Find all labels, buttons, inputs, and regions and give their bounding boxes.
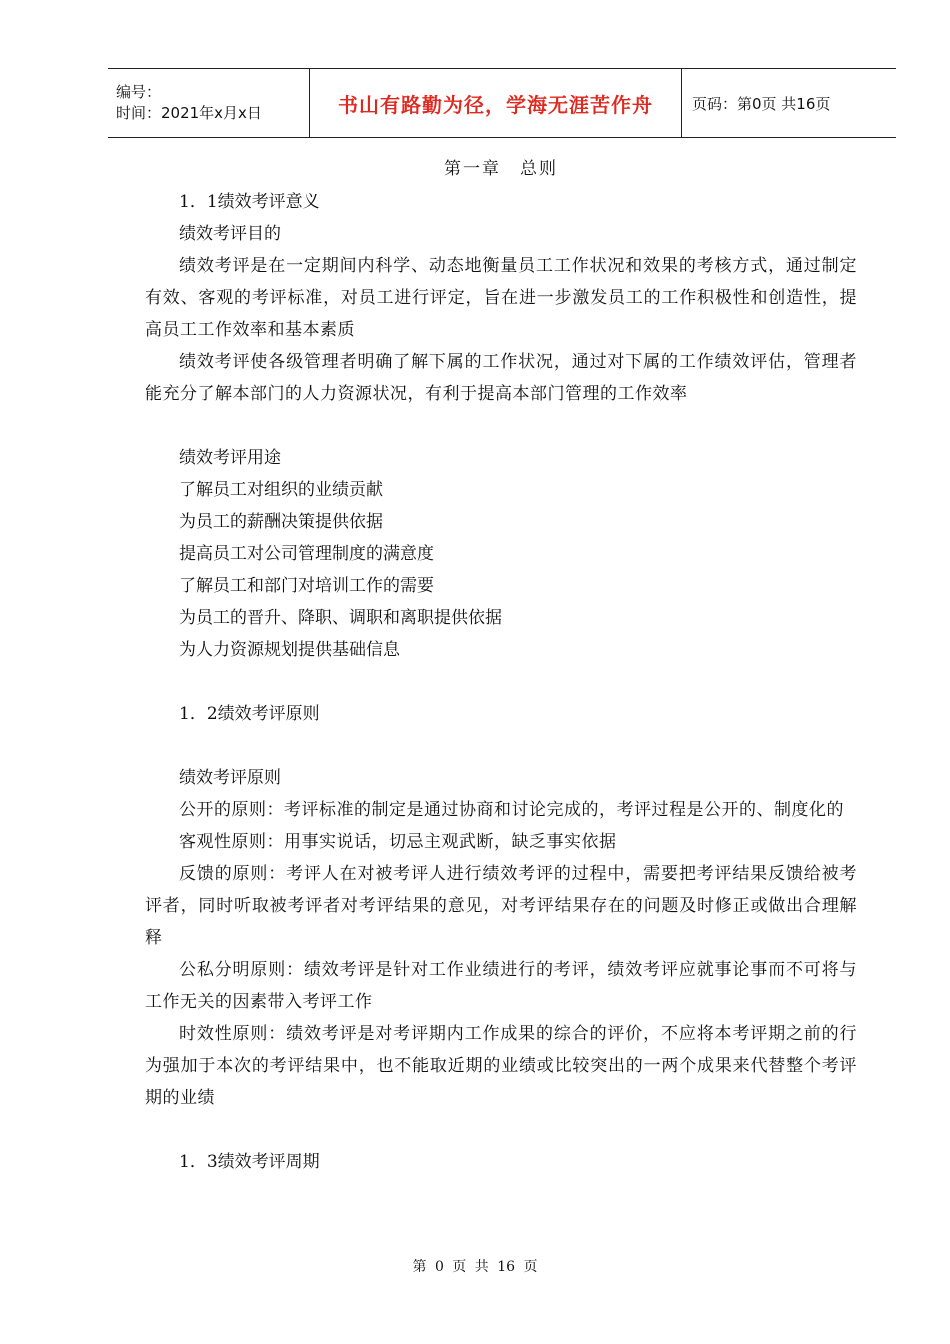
- paragraph: 绩效考评是在一定期间内科学、动态地衡量员工工作状况和效果的考核方式，通过制定有效、客观的考评标准，对员工进行评定，旨在进一步激发员工的工作积极性和创造性，提高员工工作效率和基本素质: [145, 256, 857, 340]
- paragraph: 反馈的原则：考评人在对被考评人进行绩效考评的过程中，需要把考评结果反馈给被考评者，同时听取被考评者对考评结果的意见，对考评结果存在的问题及时修正或做出合理解释: [145, 864, 857, 948]
- document-body: [145, 152, 857, 1178]
- header-page-cell: [682, 69, 896, 137]
- header-motto-cell: [310, 69, 682, 137]
- paragraph: 绩效考评使各级管理者明确了解下属的工作状况，通过对下属的工作绩效评估，管理者能充分了解本部门的人力资源状况，有利于提高本部门管理的工作效率: [145, 352, 857, 404]
- subheading-purpose: 绩效考评目的: [179, 224, 281, 244]
- list-item: 了解员工对组织的业绩贡献: [179, 480, 383, 500]
- section-heading-1-2: 1．2绩效考评原则: [179, 704, 320, 724]
- paragraph: 公开的原则：考评标准的制定是通过协商和讨论完成的，考评过程是公开的、制度化的: [179, 800, 844, 820]
- list-item: 了解员工和部门对培训工作的需要: [179, 576, 434, 596]
- subheading-principles: 绩效考评原则: [179, 768, 281, 788]
- section-heading-1-1: 1．1绩效考评意义: [179, 192, 320, 212]
- paragraph: 时效性原则：绩效考评是对考评期内工作成果的综合的评价，不应将本考评期之前的行为强加于本次的考评结果中，也不能取近期的业绩或比较突出的一两个成果来代替整个考评期的业绩: [145, 1024, 857, 1108]
- date-label: 时间：2021年x月x日: [116, 104, 262, 122]
- header-meta-cell: [108, 69, 310, 137]
- subheading-uses: 绩效考评用途: [179, 448, 281, 468]
- document-header-table: [108, 68, 896, 138]
- list-item: 为人力资源规划提供基础信息: [179, 640, 400, 660]
- list-item: 为员工的薪酬决策提供依据: [179, 512, 383, 532]
- paragraph: 客观性原则：用事实说话，切忌主观武断，缺乏事实依据: [179, 832, 617, 852]
- serial-label: 编号：: [116, 83, 162, 101]
- list-item: 提高员工对公司管理制度的满意度: [179, 544, 434, 564]
- section-heading-1-3: 1．3绩效考评周期: [179, 1152, 320, 1172]
- page-info: 页码：第0页 共16页: [692, 94, 831, 113]
- paragraph: 公私分明原则：绩效考评是针对工作业绩进行的考评，绩效考评应就事论事而不可将与工作无关的因素带入考评工作: [145, 960, 857, 1012]
- motto-text: 书山有路勤为径，学海无涯苦作舟: [338, 92, 653, 117]
- chapter-title: 第一章 总则: [444, 159, 558, 179]
- page-footer: 第 0 页 共 16 页: [412, 1259, 538, 1275]
- list-item: 为员工的晋升、降职、调职和离职提供依据: [179, 608, 502, 628]
